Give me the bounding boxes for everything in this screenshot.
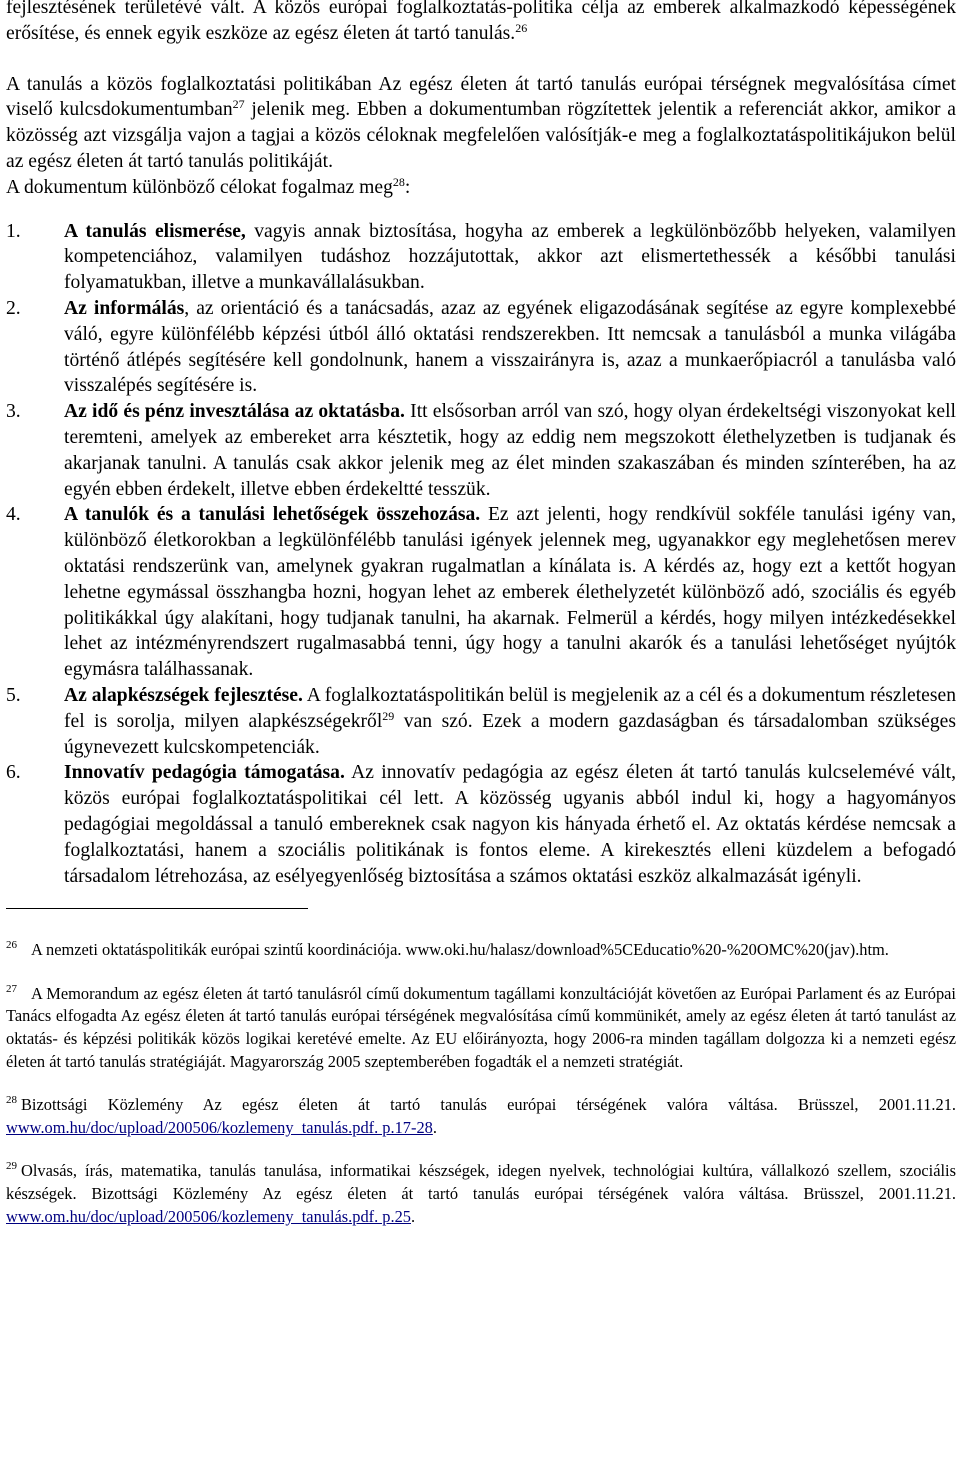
list-item-heading: Az idő és pénz invesztálása az oktatásba. — [64, 401, 405, 423]
list-item — [6, 502, 956, 683]
list-item-heading: Az alapkészségek fejlesztése. — [64, 684, 303, 706]
footnote-ref-27[interactable]: 27 — [232, 97, 245, 112]
footnote-link[interactable]: www.om.hu/doc/upload/200506/kozlemeny_tanulás.pdf. p.17-28 — [6, 1117, 433, 1137]
footnote-27 — [6, 983, 956, 1073]
footnote-26 — [6, 939, 956, 962]
list-item-body — [64, 760, 956, 889]
list-item-body — [64, 399, 956, 502]
list-item-body — [64, 296, 956, 399]
intro-paragraph — [6, 0, 956, 47]
main-paragraph — [6, 72, 956, 175]
list-item-heading: Innovatív pedagógia támogatása. — [64, 762, 345, 784]
footnote-ref-29[interactable]: 29 — [382, 708, 395, 723]
list-item-text: vagyis annak biztosítása, hogyha az emberek a legkülönbözőbb helyeken, valamilyen kompetenciához, valamilyen tudáshoz hozzájutottak, akkor azt elismertethessék a későbbi tanulási folyamatukban, illetve a munkavállalásukban. — [64, 220, 956, 294]
footnotes — [6, 939, 956, 1228]
footnote-29 — [6, 1160, 956, 1228]
list-item-text: Itt elsősorban arról van szó, hogy olyan érdekeltségi viszonyokat kell teremteni, amelyek az embereket arra késztetik, hogy az eddig nem megszokott élethelyzetben is tudjanak és akarjanak tanulni. A tanulás csak akkor jelenik meg az élet minden szakaszában és minden színterében, ha az egyén ebben érdekelt, illetve ebben érdekeltté tesszük. — [64, 401, 957, 500]
goals-list — [6, 219, 956, 890]
list-item-text: Ez azt jelenti, hogy rendkívül sokféle tanulási igény van, különböző életkorokban a legkülönfélébb tanulási igények jelennek meg, ugyanakkor egy meglehetősen merev oktatási rendszerünk van, amelynek gyakran rugalmatlan a kínálata is. A kérdés az, hogy ezt a kettőt hogyan lehetne egymással összhangba hozni, hogyan lehet az emberek élethelyzetét különböző adó, szociális és egyéb politikákkal úgy alakítani, hogy tudjanak tanulni, ha akarnak. Felmerül a kérdés, hogy milyen intézkedésekkel lehet az intézményrendszert rugalmasabbá tenni, úgy hogy a tanulni akarók és a tanulási lehetőséget nyújtók egymásra találhassanak. — [64, 504, 956, 681]
list-item-text: , az orientáció és a tanácsadás, azaz az egyének eligazodásának segítése az egyre komplexebbé váló, egyre különfélébb képzési útból álló oktatási rendszerekben. Itt nemcsak a tanulásból a munka világába történő átlépés segítésére kell gondolnunk, hanem a visszairányra is, azaz a munkaerőpiacról a tanulásba való visszalépés segítésére is. — [64, 297, 956, 397]
list-item-heading: A tanulók és a tanulási lehetőségek összehozása. — [64, 504, 481, 526]
list-item-heading: A tanulás elismerése, — [64, 220, 246, 242]
list-item-body — [64, 219, 956, 296]
list-item — [6, 219, 956, 296]
footnote-text: A nemzeti oktatáspolitikák európai szintű koordinációja. www.oki.hu/halasz/download%5CEducatio%20-%20OMC%20(jav).htm. — [31, 940, 889, 960]
footnote-link-end: . — [432, 1117, 437, 1137]
goals-text-b: : — [404, 176, 411, 198]
footnote-text: Olvasás, írás, matematika, tanulás tanulása, informatikai készségek, idegen nyelvek, technológiai kultúra, vállalkozó szellem, szociális készségek. Bizottsági Közlemény Az egész életen át tartó tanulás európai térségének valóra váltása. Brüsszel, 2001.11.21. — [6, 1161, 956, 1204]
footnote-text: Bizottsági Közlemény Az egész életen át tartó tanulás európai térségének valóra váltása. Brüsszel, 2001.11.21. — [21, 1095, 956, 1115]
list-item — [6, 760, 956, 889]
list-number: 3. — [6, 401, 21, 423]
list-number: 6. — [6, 762, 21, 784]
footnote-ref-26[interactable]: 26 — [515, 20, 528, 35]
footnote-number: 29 — [6, 1160, 17, 1173]
footnote-number: 27 — [6, 982, 17, 995]
footnote-28 — [6, 1094, 956, 1139]
footnote-text: A Memorandum az egész életen át tartó tanulásról című dokumentum tagállami konzultációját követően az Európai Parlament és az Európai Tanács elfogadta Az egész életen át tartó tanulás európai térségének megvalósítása című kommünikét, amely az egész életen át tartó tanulást az oktatás- és képzési politikák közös logikai keretévé emelte. Az EU előirányozta, hogy 2006-ra minden tagállam dolgozza ki a nemzeti egész életen át tartó tanulás stratégiáját. Magyarország 2005 szeptemberében fogadták el a nemzeti stratégiát. — [6, 983, 956, 1071]
list-item-text: Az innovatív pedagógia az egész életen át tartó tanulás kulcselemévé vált, közös európai foglalkoztatáspolitikai cél lett. A közösség ugyanis abból indul ki, hogy a hagyományos pedagógiai megoldással a tanuló embereknek csak nagyon kis hányada érhető el. Az oktatás kérdése nemcsak a foglalkoztatási, hanem a szociális politikának is fontos eleme. A kirekesztés elleni küzdelem a befogadó társadalom létrehozása, az esélyegyenlőség biztosítása a számos oktatási eszköz alkalmazását igényli. — [64, 762, 957, 887]
goals-intro — [6, 175, 956, 201]
list-number: 4. — [6, 504, 21, 526]
footnote-number: 26 — [6, 939, 17, 952]
footnote-separator — [6, 908, 308, 909]
list-number: 2. — [6, 297, 21, 319]
footnote-number: 28 — [6, 1094, 17, 1107]
main-text-b: jelenik meg. Ebben a dokumentumban rögzítettek jelentik a referenciát akkor, amikor a közösség azt vizsgálja vajon a tagjai a közös céloknak megfelelően valósítják-e meg a foglalkoztatáspolitikájukon belül az egész életen át tartó tanulás politikáját. — [6, 99, 956, 172]
list-number: 1. — [6, 220, 21, 242]
list-item-text-cont: van szó. Ezek a modern gazdaságban és társadalomban szükséges úgynevezett kulcskompetenciák. — [64, 710, 956, 758]
goals-text-a: A dokumentum különböző célokat fogalmaz meg — [6, 176, 393, 198]
list-item-body — [64, 502, 956, 683]
list-item-body — [64, 683, 956, 760]
footnote-ref-28[interactable]: 28 — [392, 174, 405, 189]
list-item-heading: Az informálás — [64, 297, 185, 319]
footnote-link[interactable]: www.om.hu/doc/upload/200506/kozlemeny_tanulás.pdf. p.25 — [6, 1206, 411, 1226]
list-item — [6, 683, 956, 760]
list-item — [6, 296, 956, 399]
list-item — [6, 399, 956, 502]
footnote-link-end: . — [411, 1206, 416, 1226]
main-text-a: A tanulás a közös foglalkoztatási politikában Az egész életen át tartó tanulás európai térségnek megvalósítása címet viselő kulcsdokumentumban — [6, 73, 956, 121]
intro-text: fejlesztésének területévé vált. A közös európai foglalkoztatás-politika célja az emberek alkalmazkodó képességének erősítése, és ennek egyik eszköze az egész életen át tartó tanulás. — [6, 0, 956, 44]
list-item-text: A foglalkoztatáspolitikán belül is megjelenik az a cél és a dokumentum részletesen fel is sorolja, milyen alapkészségekről — [64, 684, 956, 732]
list-number: 5. — [6, 684, 21, 706]
